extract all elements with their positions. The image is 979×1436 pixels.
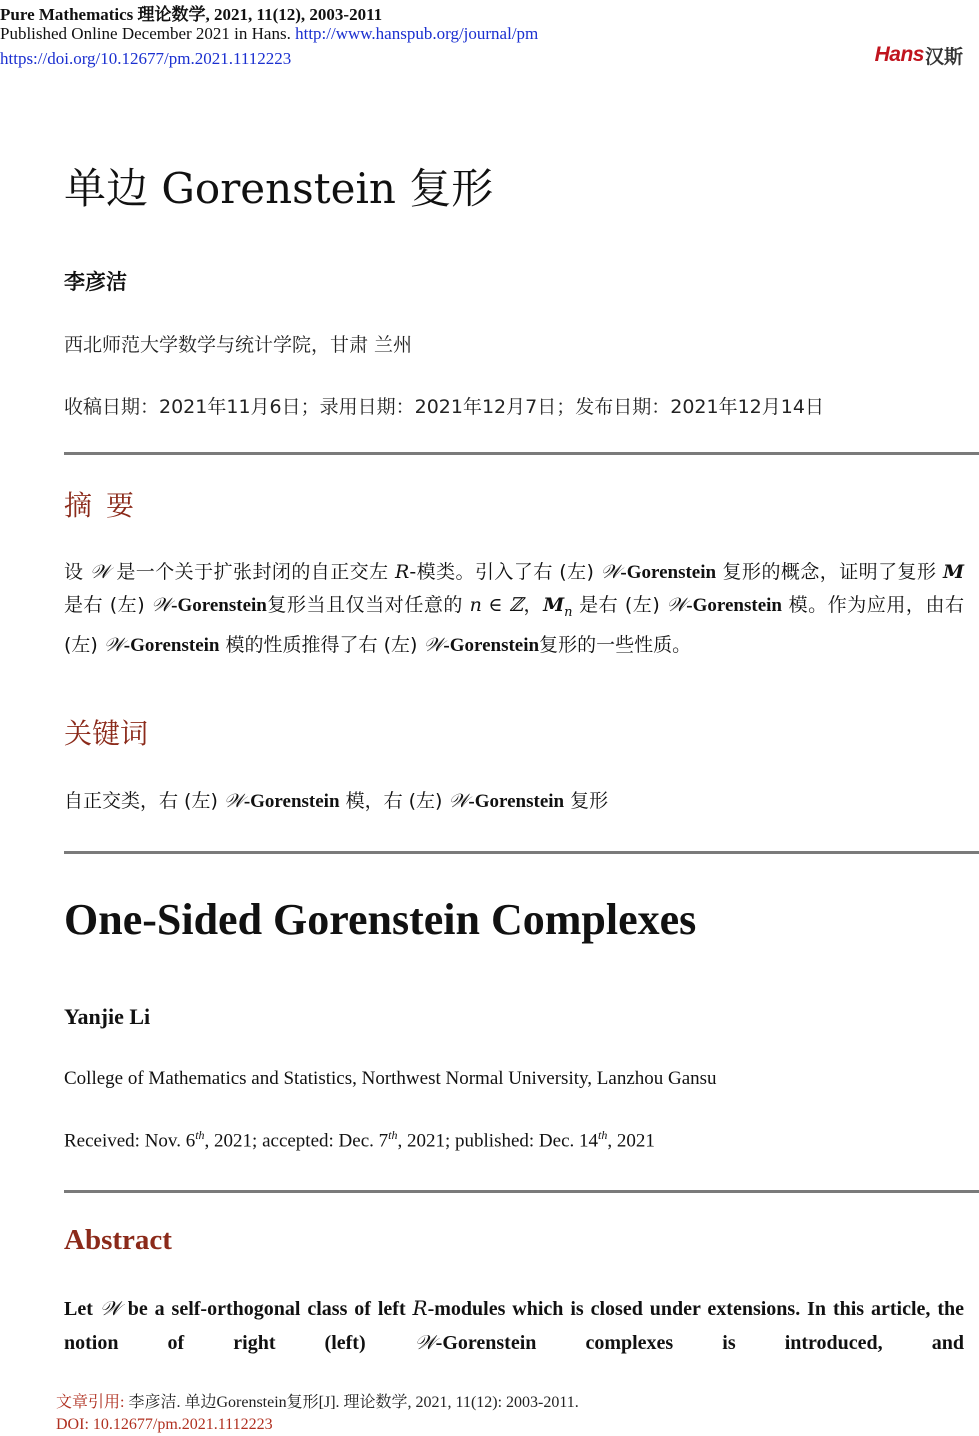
math-M: M xyxy=(942,561,964,583)
paper-title-en: One-Sided Gorenstein Complexes xyxy=(64,895,697,944)
page-header xyxy=(0,0,979,80)
superscript: th xyxy=(195,1128,205,1142)
term: -Gorenstein xyxy=(686,595,782,616)
text: 是一个关于扩张封闭的自正交左 xyxy=(109,561,396,583)
term: -Gorenstein xyxy=(620,562,717,583)
text: -modules which is closed under extensions. In this article, the notion of right (left) xyxy=(64,1298,964,1354)
author-cn: 李彦洁 xyxy=(64,270,127,294)
term: -Gorenstein xyxy=(468,791,565,812)
divider xyxy=(64,1190,979,1193)
math-W: 𝒲 xyxy=(414,1330,436,1354)
math-subscript: n xyxy=(564,604,573,620)
text: 模，右 (左) xyxy=(339,790,449,812)
affiliation-en: College of Mathematics and Statistics, Northwest Normal University, Lanzhou Gansu xyxy=(64,1068,717,1089)
published-prefix: Published Online December 2021 in Hans. xyxy=(0,24,296,43)
term: -Gorenstein xyxy=(243,791,340,812)
text: ， xyxy=(522,594,544,616)
dates-cn: 收稿日期：2021年11月6日；录用日期：2021年12月7日；发布日期：2021年12月14日 xyxy=(64,396,824,418)
logo-cn: 汉斯 xyxy=(924,45,963,68)
abstract-body-en xyxy=(64,1292,964,1360)
doi-url-link[interactable]: https://doi.org/10.12677/pm.2021.1112223 xyxy=(0,49,292,68)
text: 模的性质推得了右 (左) xyxy=(219,633,424,656)
math-W: 𝒲 xyxy=(89,561,110,583)
math-W: 𝒲 xyxy=(151,594,172,616)
math-W: 𝒲 xyxy=(666,594,687,616)
author-en: Yanjie Li xyxy=(64,1004,151,1029)
term: -Gorenstein xyxy=(123,634,220,656)
text: 复形的一些性质。 xyxy=(539,633,692,656)
affiliation-cn: 西北师范大学数学与统计学院，甘肃 兰州 xyxy=(64,334,413,356)
text: 复形 xyxy=(564,790,609,812)
text: , 2021; published: Dec. 14 xyxy=(397,1130,599,1152)
math-R: R xyxy=(395,561,410,583)
math-n-in-Z: n ∈ ℤ xyxy=(469,594,523,616)
math-W: 𝒲 xyxy=(448,790,469,812)
keywords-cn xyxy=(64,786,608,813)
paper-title-cn: 单边 Gorenstein 复形 xyxy=(64,164,494,213)
divider xyxy=(64,851,979,854)
text: 是右 (左) xyxy=(64,594,152,616)
superscript: th xyxy=(598,1128,608,1142)
keywords-heading-cn: 关键词 xyxy=(64,717,149,750)
citation-text: 李彦洁. 单边Gorenstein复形[J]. 理论数学, 2021, 11(12): 2003-2011. xyxy=(128,1394,579,1411)
term: -Gorenstein xyxy=(443,634,540,656)
math-W: 𝒲 xyxy=(103,633,124,656)
citation-line xyxy=(56,1392,579,1414)
dates-en xyxy=(64,1128,655,1152)
citation-label: 文章引用: xyxy=(56,1394,129,1411)
text: be a self-orthogonal class of left xyxy=(120,1298,413,1320)
term: -Gorenstein xyxy=(171,595,267,616)
text: 复形的概念，证明了复形 xyxy=(716,561,943,583)
abstract-heading-en: Abstract xyxy=(64,1224,172,1256)
journal-url-link[interactable]: http://www.hanspub.org/journal/pm xyxy=(295,24,539,43)
text: 自正交类，右 (左) xyxy=(64,790,224,812)
hans-logo xyxy=(875,42,963,68)
math-R: R xyxy=(412,1296,428,1320)
math-W: 𝒲 xyxy=(223,790,244,812)
math-W: 𝒲 xyxy=(423,633,444,656)
journal-line: Pure Mathematics 理论数学, 2021, 11(12), 2003-2011 xyxy=(0,5,383,24)
citation-footer xyxy=(56,1392,579,1436)
text: Let xyxy=(64,1298,100,1320)
divider xyxy=(64,452,979,455)
text: , 2021; accepted: Dec. 7 xyxy=(204,1130,389,1152)
logo-latin: Hans xyxy=(874,43,924,66)
abstract-body-cn xyxy=(64,556,964,662)
doi-line: DOI: 10.12677/pm.2021.1112223 xyxy=(56,1416,273,1433)
abstract-heading-cn: 摘要 xyxy=(64,489,149,522)
text: 是右 (左) xyxy=(572,594,667,616)
text: 模。作为应用，由右 (左) xyxy=(64,594,965,656)
math-W: 𝒲 xyxy=(99,1296,121,1320)
text: 设 xyxy=(64,561,90,583)
superscript: th xyxy=(388,1128,398,1142)
math-W: 𝒲 xyxy=(600,561,621,583)
text: , 2021 xyxy=(607,1130,655,1152)
text: Received: Nov. 6 xyxy=(64,1130,196,1152)
published-line xyxy=(0,24,538,44)
text: -模类。引入了右 (左) xyxy=(409,561,601,583)
text: 复形当且仅当对任意的 xyxy=(266,594,470,616)
math-M: M xyxy=(543,594,565,616)
text: -Gorenstein complexes is introduced, and xyxy=(435,1332,964,1354)
